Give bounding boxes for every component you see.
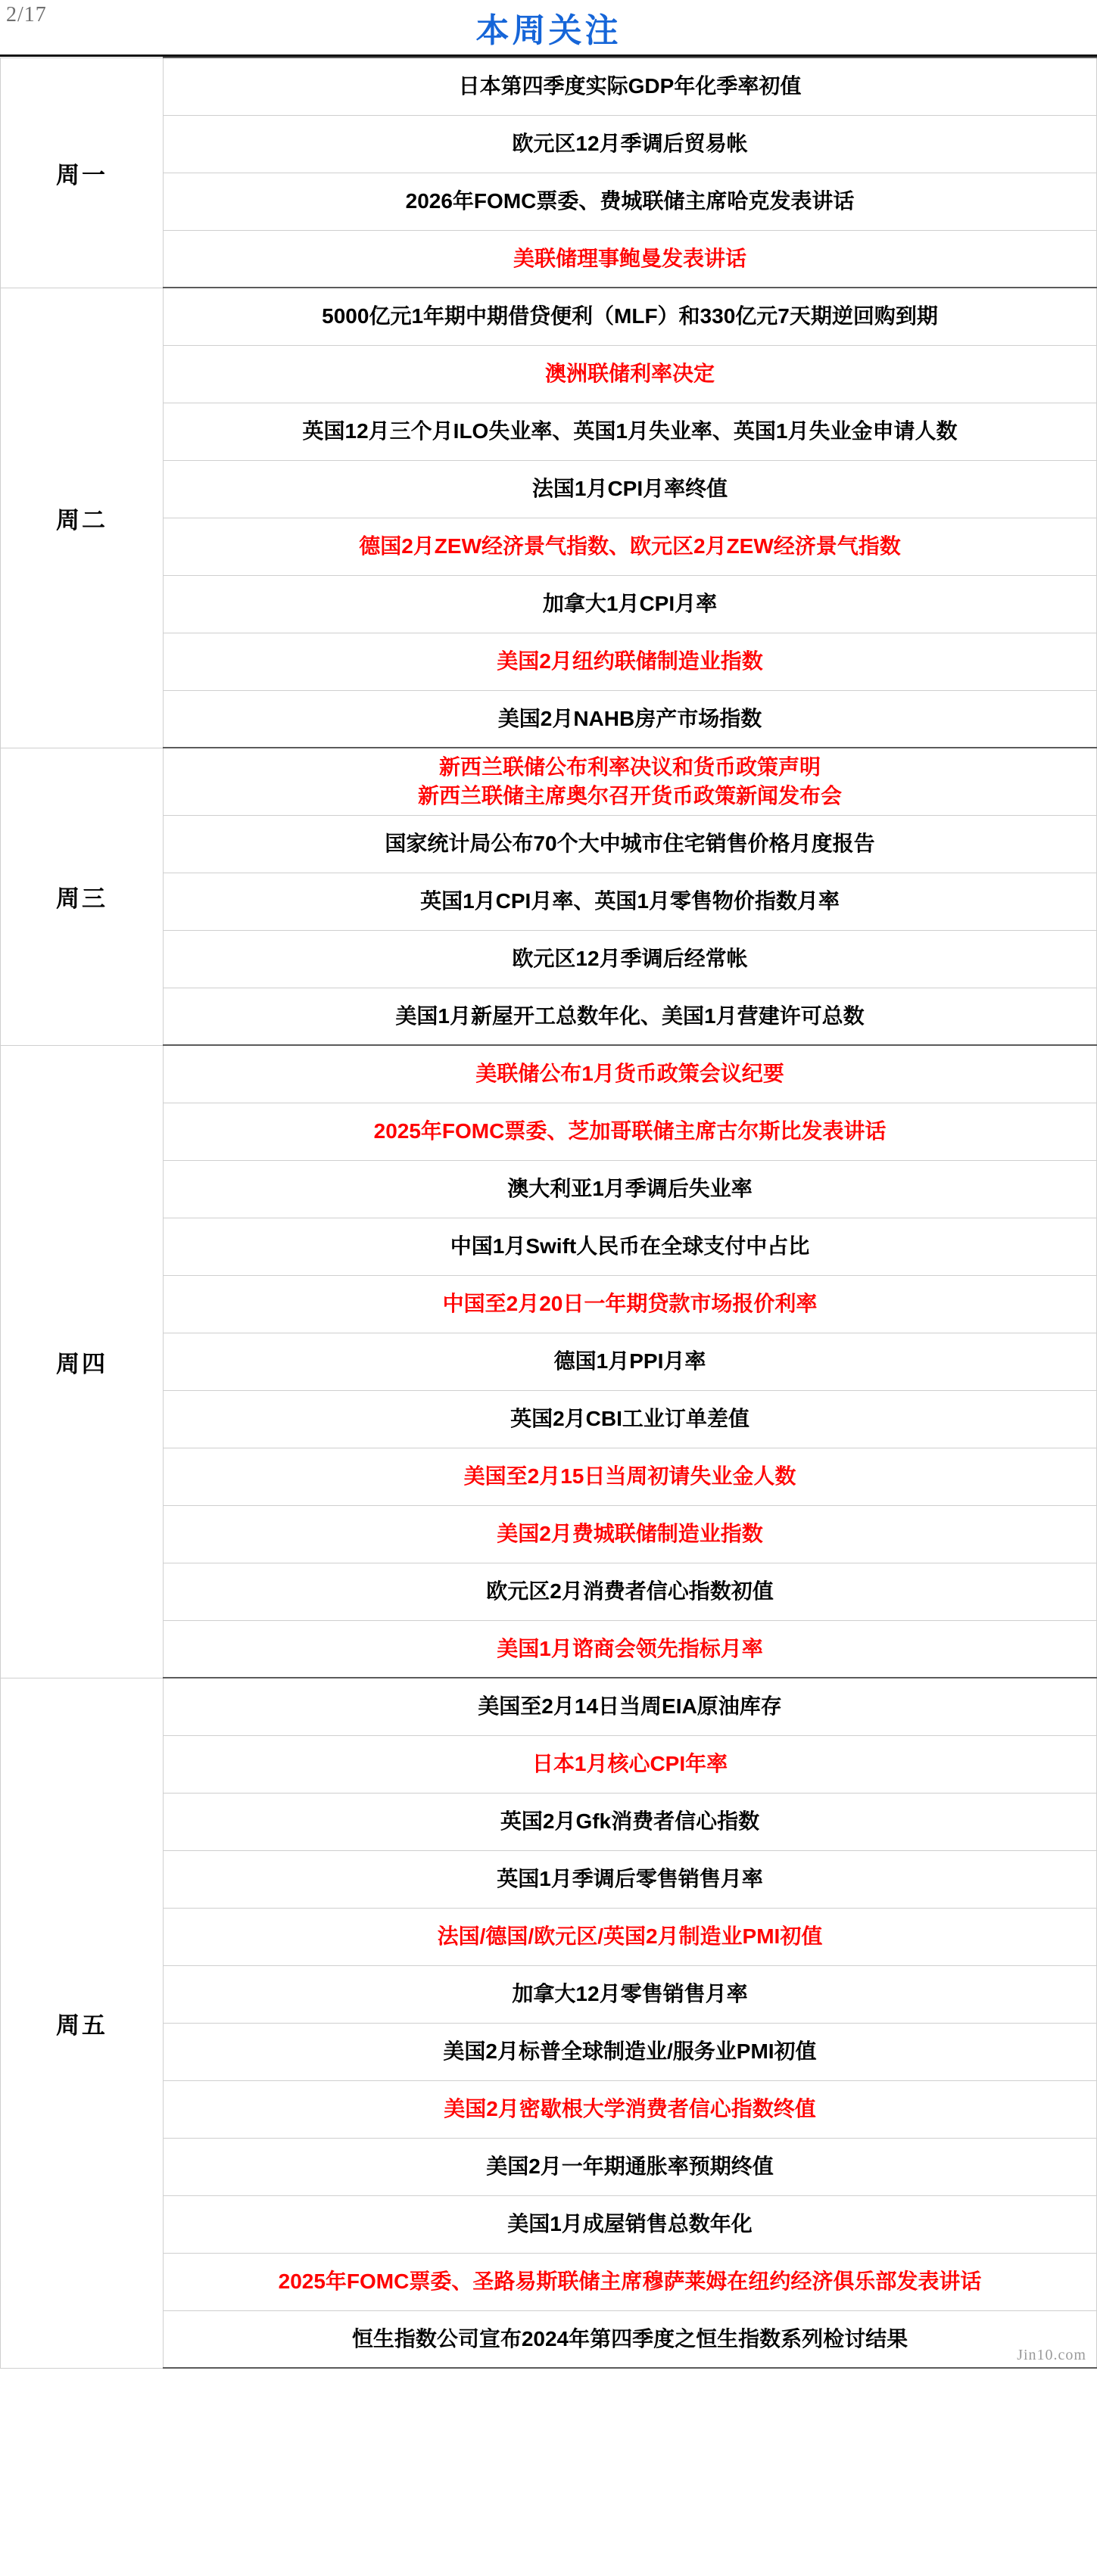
schedule-body [1, 58, 1097, 2368]
event-text [164, 1045, 1097, 1103]
event-line: 加拿大1月CPI月率 [542, 592, 718, 616]
event-line: 日本1月核心CPI年率 [531, 1752, 728, 1776]
event-line: 加拿大12月零售销售月率 [512, 1982, 748, 2006]
event-text [164, 2023, 1097, 2080]
event-text [164, 873, 1097, 930]
table-row [1, 58, 1097, 115]
event-line: 德国2月ZEW经济景气指数、欧元区2月ZEW经济景气指数 [359, 534, 901, 558]
event-line: 英国2月Gfk消费者信心指数 [500, 1809, 760, 1834]
event-line: 2025年FOMC票委、芝加哥联储主席古尔斯比发表讲话 [373, 1119, 887, 1143]
event-line: 恒生指数公司宣布2024年第四季度之恒生指数系列检讨结果 [351, 2326, 908, 2350]
weekly-schedule-table [0, 57, 1097, 2369]
table-row [1, 403, 1097, 460]
event-line: 美国2月费城联储制造业指数 [497, 1522, 763, 1546]
event-line: 美国2月密歇根大学消费者信心指数终值 [444, 2097, 816, 2121]
event-text [164, 230, 1097, 288]
event-line: 美国1月新屋开工总数年化、美国1月营建许可总数 [395, 1003, 865, 1028]
table-row [1, 1620, 1097, 1678]
table-row [1, 345, 1097, 403]
day-label: 周二 [1, 288, 164, 748]
table-row [1, 1160, 1097, 1218]
event-text [164, 1563, 1097, 1620]
table-row [1, 1103, 1097, 1160]
event-line: 日本第四季度实际GDP年化季率初值 [458, 74, 802, 98]
table-row [1, 1505, 1097, 1563]
table-row [1, 2080, 1097, 2138]
table-row [1, 518, 1097, 575]
event-text [164, 575, 1097, 633]
event-line: 英国1月CPI月率、英国1月零售物价指数月率 [420, 889, 840, 913]
event-text [164, 1103, 1097, 1160]
event-text [164, 173, 1097, 230]
table-row [1, 2253, 1097, 2310]
table-row [1, 1218, 1097, 1275]
table-row [1, 1275, 1097, 1333]
event-text [164, 518, 1097, 575]
event-line: 美国2月纽约联储制造业指数 [497, 649, 763, 674]
event-text [164, 460, 1097, 518]
day-label: 周三 [1, 748, 164, 1045]
table-row [1, 460, 1097, 518]
event-line: 欧元区12月季调后贸易帐 [512, 132, 748, 156]
event-line: 新西兰联储主席奥尔召开货币政策新闻发布会 [417, 783, 842, 807]
event-text [164, 2080, 1097, 2138]
event-line: 英国2月CBI工业订单差值 [510, 1407, 750, 1431]
event-line: 法国1月CPI月率终值 [531, 477, 728, 501]
day-label: 周五 [1, 1678, 164, 2368]
event-text [164, 2195, 1097, 2253]
event-line: 英国12月三个月ILO失业率、英国1月失业率、英国1月失业金申请人数 [302, 419, 958, 443]
event-line: 澳洲联储利率决定 [544, 362, 715, 386]
table-row [1, 575, 1097, 633]
event-line: 法国/德国/欧元区/英国2月制造业PMI初值 [437, 1924, 823, 1949]
event-text [164, 1505, 1097, 1563]
event-text [164, 2310, 1097, 2368]
table-row [1, 815, 1097, 873]
event-line: 德国1月PPI月率 [553, 1349, 706, 1374]
event-text [164, 1850, 1097, 1908]
event-line: 中国至2月20日一年期贷款市场报价利率 [442, 1292, 818, 1316]
table-row [1, 1390, 1097, 1448]
day-label: 周四 [1, 1045, 164, 1678]
event-text [164, 1275, 1097, 1333]
table-row [1, 633, 1097, 690]
table-row [1, 115, 1097, 173]
event-text [164, 748, 1097, 815]
table-row [1, 1678, 1097, 1735]
table-row [1, 1333, 1097, 1390]
event-line: 美联储理事鲍曼发表讲话 [513, 246, 746, 270]
event-line: 2025年FOMC票委、圣路易斯联储主席穆萨莱姆在纽约经济俱乐部发表讲话 [278, 2270, 982, 2294]
table-row [1, 288, 1097, 345]
event-text [164, 1333, 1097, 1390]
table-row [1, 1850, 1097, 1908]
table-row [1, 930, 1097, 988]
event-text [164, 690, 1097, 748]
event-text [164, 1908, 1097, 1965]
event-line: 英国1月季调后零售销售月率 [497, 1867, 763, 1891]
event-text [164, 633, 1097, 690]
table-row [1, 1735, 1097, 1793]
event-text [164, 403, 1097, 460]
event-text [164, 988, 1097, 1045]
event-line: 澳大利亚1月季调后失业率 [507, 1177, 753, 1201]
page-title-bar [0, 0, 1097, 57]
event-line: 欧元区2月消费者信心指数初值 [486, 1579, 774, 1604]
table-row [1, 2195, 1097, 2253]
event-line: 美国至2月15日当周初请失业金人数 [463, 1464, 796, 1489]
corner-date-label: 2/17 [6, 3, 47, 26]
table-row [1, 2310, 1097, 2368]
event-text [164, 1793, 1097, 1850]
table-row [1, 1563, 1097, 1620]
page-title: 本周关注 [475, 12, 622, 49]
event-line: 美国1月谘商会领先指标月率 [497, 1636, 763, 1660]
event-line: 美国2月标普全球制造业/服务业PMI初值 [443, 2039, 817, 2064]
event-text [164, 1160, 1097, 1218]
table-row [1, 748, 1097, 815]
event-text [164, 1218, 1097, 1275]
table-row [1, 2138, 1097, 2195]
event-line: 美国1月成屋销售总数年化 [507, 2212, 753, 2236]
table-row [1, 873, 1097, 930]
event-line: 美国2月NAHB房产市场指数 [497, 706, 762, 730]
event-line: 2026年FOMC票委、费城联储主席哈克发表讲话 [405, 189, 855, 213]
event-text [164, 345, 1097, 403]
event-line: 欧元区12月季调后经常帐 [512, 947, 748, 971]
table-row [1, 230, 1097, 288]
table-row [1, 1965, 1097, 2023]
event-line: 美联储公布1月货币政策会议纪要 [475, 1062, 784, 1086]
event-text [164, 930, 1097, 988]
event-text [164, 1448, 1097, 1505]
table-row [1, 1045, 1097, 1103]
table-row [1, 1908, 1097, 1965]
table-row [1, 1448, 1097, 1505]
event-text [164, 1735, 1097, 1793]
event-line: 5000亿元1年期中期借贷便利（MLF）和330亿元7天期逆回购到期 [322, 304, 938, 328]
table-row [1, 988, 1097, 1045]
watermark-label: Jin10.com [1017, 2347, 1086, 2364]
event-text [164, 288, 1097, 345]
table-row [1, 2023, 1097, 2080]
event-text [164, 2253, 1097, 2310]
event-text [164, 1390, 1097, 1448]
event-text [164, 1678, 1097, 1735]
event-text [164, 58, 1097, 115]
event-line: 中国1月Swift人民币在全球支付中占比 [450, 1234, 810, 1258]
day-label: 周一 [1, 58, 164, 288]
event-text [164, 1965, 1097, 2023]
event-text [164, 2138, 1097, 2195]
event-text [164, 115, 1097, 173]
event-text [164, 1620, 1097, 1678]
event-line: 新西兰联储公布利率决议和货币政策声明 [438, 755, 821, 779]
event-line: 国家统计局公布70个大中城市住宅销售价格月度报告 [385, 832, 875, 856]
event-line: 美国至2月14日当周EIA原油库存 [478, 1694, 782, 1719]
event-text [164, 815, 1097, 873]
table-row [1, 1793, 1097, 1850]
event-line: 美国2月一年期通胀率预期终值 [486, 2154, 774, 2179]
table-row [1, 690, 1097, 748]
table-row [1, 173, 1097, 230]
